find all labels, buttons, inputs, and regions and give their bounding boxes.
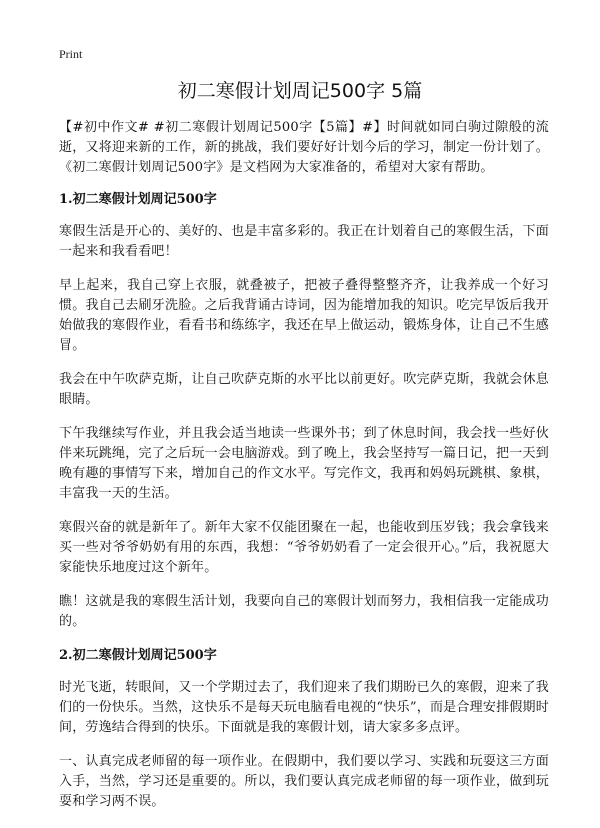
section-heading: 1.初二寒假计划周记500字 [59,192,217,207]
body-paragraph: 一、认真完成老师留的每一项作业。在假期中，我们要以学习、实践和玩耍这三方面入手，当然，学习还是重要的。所以，我们要认真完成老师留的每一项作业，做到玩耍和学习两不误。 [59,754,549,809]
section-heading: 2.初二寒假计划周记500字 [59,648,217,663]
body-paragraph: 早上起来，我自己穿上衣服，就叠被子，把被子叠得整整齐齐，让我养成一个好习惯。我自己去刷牙洗脸。之后我背诵古诗词，因为能增加我的知识。吃完早饭后我开始做我的寒假作业，看看书和练练字，我还在早上做运动，锻炼身体，让自己不生感冒。 [59,278,549,353]
print-label: Print [59,47,83,61]
body-paragraph: 寒假兴奋的就是新年了。新年大家不仅能团聚在一起，也能收到压岁钱；我会拿钱来买一些对爷爷奶奶有用的东西，我想：“爷爷奶奶看了一定会很开心。”后，我祝愿大家能快乐地度过这个新年。 [59,520,549,575]
document-title: 初二寒假计划周记500字 5篇 [177,80,423,102]
body-paragraph: 我会在中午吹萨克斯，让自己吹萨克斯的水平比以前更好。吹完萨克斯，我就会休息眼睛。 [59,372,549,407]
body-paragraph: 下午我继续写作业，并且我会适当地读一些课外书；到了休息时间，我会找一些好伙伴来玩跳绳，完了之后玩一会电脑游戏。到了晚上，我会坚持写一篇日记，把一天到晚有趣的事情写下来，增加自己的作文水平。写完作文，我再和妈妈玩跳棋、象棋，丰富我一天的生活。 [59,426,549,501]
document-body [59,118,549,826]
section-1 [59,190,549,632]
body-paragraph: 时光飞逝，转眼间，又一个学期过去了，我们迎来了我们期盼已久的寒假，迎来了我们的一份快乐。当然，这快乐不是每天玩电脑看电视的“快乐”，而是合理安排假期时间，劳逸结合得到的快乐。下面就是我的寒假计划，请大家多多点评。 [59,680,549,735]
body-paragraph: 瞧！这就是我的寒假生活计划，我要向自己的寒假计划而努力，我相信我一定能成功的。 [59,594,549,629]
body-paragraph: 寒假生活是开心的、美好的、也是丰富多彩的。我正在计划着自己的寒假生活，下面一起来和我看看吧！ [59,224,549,259]
intro-paragraph: 【#初中作文# #初二寒假计划周记500字【5篇】#】时间就如同白驹过隙般的流逝，又将迎来新的工作，新的挑战，我们要好好计划今后的学习，制定一份计划了。《初二寒假计划周记500字》是文档网为大家准备的，希望对大家有帮助。 [59,120,549,175]
section-2 [59,646,549,812]
